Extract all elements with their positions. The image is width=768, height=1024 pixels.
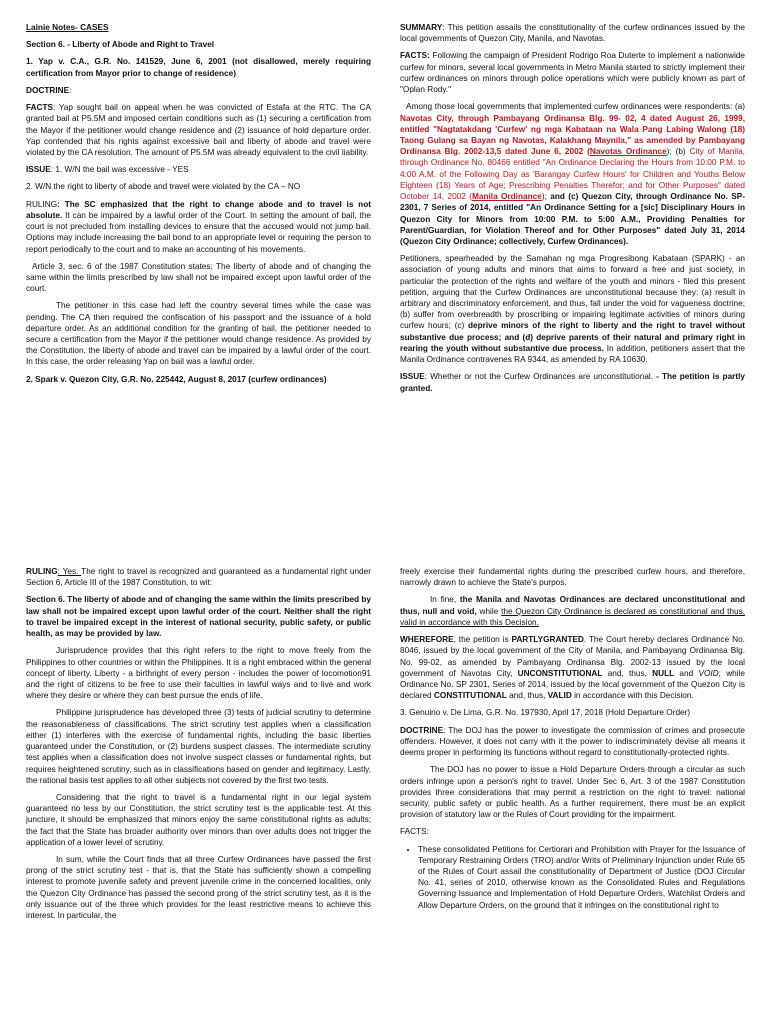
summary-label: SUMMARY xyxy=(400,23,443,32)
column-4 xyxy=(400,566,745,911)
scrutiny-paragraph: Philippine jurisprudence has developed three (3) tests of judicial scrutiny to determine the reasonableness of classifications. The strict scrutiny test applies when a classification either (1) interferes with the exercise of fundamental rights, including the basic liberties guaranteed under the Constitution, or (2) burdens suspect classes. The intermediate scrutiny test applies when a classification does not involve suspect classes or fundamental rights, but requires heightened scrutiny, such as in classifications based on gender and legitimacy. Lastly, the rational basis test applies to all other subjects not covered by the first two tests. xyxy=(26,708,371,785)
ruling-paragraph: RULING: Yes. The right to travel is recognized and guaranteed as a fundamental right under Section 6, Article III of the 1987 Constitution, to wit: xyxy=(26,567,371,588)
facts-paragraph: FACTS: Yap sought bail on appeal when he was convicted of Estafa at the RTC. The CA granted bail at P5.5M and imposed certain conditions such as (1) securing a certification from the Mayor if the petitioner would change residence and (2) issuance of hold departure order. Yap contended that his rights against excessive bail and liberty of abode and travel were violated by the CA resolution. The amount of P5.5M was already equivalent to the civil liability. xyxy=(26,103,371,157)
column-3 xyxy=(26,566,371,927)
column-2 xyxy=(400,22,745,400)
considering-paragraph: Considering that the right to travel is a fundamental right in our legal system guaranteed no less by our Constitution, the strict scrutiny test is the applicable test. At this juncture, it should be emphasized that minors enjoy the same constitutional rights as adults; the fact that the State has broader authority over minors than over adults does not trigger the application of a lower level of scrutiny. xyxy=(26,792,371,847)
wherefore-paragraph: WHEREFORE, the petition is PARTLYGRANTED. The Court hereby declares Ordinance No. 8046, issued by the local government of the City of Manila, and Pambayang Ordinansa Blg. No. 99-02, as amended by Pambayang Ordinansa Blg. 2002-13 issued by the local government of Navotas City, UNCONSTITUTIONAL and, thus, NULL and VOID; while Ordinance No. SP 2301, Series of 2014, issued by the local government of the Quezon City is declared CONSTITUTIONAL and, thus, VALID in accordance with this Decision. xyxy=(400,635,745,701)
doctrine-paragraph: DOCTRINE: The DOJ has the power to investigate the commission of crimes and prosecute offenders. However, it does not carry with it the power to indiscriminately devise all means it deems proper in performing its functions without regard to constitutionally-protected rights. xyxy=(400,725,745,758)
case-3-title: 3. Genuino v. De Lima, G.R. No. 197930, April 17, 2018 (Hold Departure Order) xyxy=(400,708,691,718)
notes-header: Lainie Notes- CASES xyxy=(26,23,109,32)
issue-paragraph: ISSUE: Whether or not the Curfew Ordinances are unconstitutional. - The petition is partly granted. xyxy=(400,372,745,393)
section-title: Section 6. - Liberty of Abode and Right to Travel xyxy=(26,40,215,50)
facts-label: FACTS: xyxy=(400,51,430,61)
in-sum-paragraph: In sum, while the Court finds that all three Curfew Ordinances have passed the first prong of the strict scrutiny test - that is, that the State has sufficiently shown a compelling interest to promote juvenile safety and prevent juvenile crime in the concerned localities, only the Quezon City Ordinance has passed the second prong of the strict scrutiny test, as it is the only issuance out of the three which provides for the least restrictive means to achieve this interest. In particular, the xyxy=(26,855,371,921)
petitioners-paragraph: Petitioners, spearheaded by the Samahan ng mga Progresibong Kabataan (SPARK) - an association of young adults and minors that aims to forward a free and just society, in particular the protection of the rights and welfare of the youth and minors - filed this present petition, arguing that the Curfew Ordinances are unconstitutional because they: (a) result in arbitrary and discriminatory enforcement, and thus, fall under the void for vagueness doctrine; (b) suffer from overbreadth by proscribing or impairing legitimate activities of minors during curfew hours; (c) deprive minors of the right to liberty and the right to travel without substantive due process; and (d) deprive parents of their natural and primary right in rearing the youth without substantive due process. In addition, petitioners assert that the Manila Ordinance contravenes RA 9344, as amended by RA 10630. xyxy=(400,254,745,365)
facts-label: FACTS xyxy=(26,103,54,113)
case-1-title: 1. Yap v. C.A., G.R. No. 141529, June 6, 2001 (not disallowed, merely requiring certification from Mayor prior to change of residence) xyxy=(26,57,371,78)
wherefore-label: WHEREFORE xyxy=(400,635,454,645)
list-item: • These consolidated Petitions for Certiorari and Prohibition with Prayer for the Issuance of Temporary Restraining Orders (TRO) and/or Writs of Preliminary Injunction under Rule 65 of the Rules of Court assail the constitutionality of Department of Justice (DOJ Circular No. 41, series of 2010, otherwise known as the Consolidated Rules and Regulations Governing Issuance and Implementation of Hold Departure Orders, Watchlist Orders and Allow Departure Orders, on the ground that it infringes on the constitutional right to xyxy=(418,844,745,911)
issue-2: 2. W/N the right to liberty of abode and travel were violated by the CA – NO xyxy=(26,182,301,192)
facts-label: FACTS: xyxy=(400,827,429,837)
section-6-quote: Section 6. The liberty of abode and of changing the same within the limits prescribed by law shall not be impaired except upon lawful order of the court. Neither shall the right to travel be impaired except in the interest of national security, public safety, or public health, as may be provided by law. xyxy=(26,595,371,639)
issue-label: ISSUE xyxy=(26,165,51,175)
facts-paragraph: FACTS: Following the campaign of President Rodrigo Roa Duterte to implement a nationwide curfew for minors, several local governments in Metro Manila started to strictly implement their curfew ordinances on minors through police operations which were publicly known as part of "Oplan Rody." xyxy=(400,51,745,95)
case-2-title: 2. Spark v. Quezon City, G.R. No. 225442, August 8, 2017 (curfew ordinances) xyxy=(26,374,327,384)
petitioner-paragraph: The petitioner in this case had left the country several times while the case was pending. The CA then required the confiscation of his passport and the issuance of a hold departure order. As an additional condition for the granting of bail, the petitioner needed to secure a certification from the Mayor if the petitioner would change residence. As provided by the Constitution, the liberty of abode and travel can be impaired by a lawful order of the court. In this case, the order releasing Yap on bail was a lawful order. xyxy=(26,301,371,367)
ruling-label: RULING xyxy=(26,199,58,209)
column-1 xyxy=(26,22,371,391)
manila-ordinance-text: City of Manila, through Ordinance No. 80466 entitled "An Ordinance Declaring the Hours from 10:00 P.M. to 4:00 A.M. of the Following Day as 'Barangay Curfew Hours' for Children and Youths Below Eighteen (18) Years of Age; Prescribing Penalties Therefor; and for Other Purposes" dated October 14, 2002 ( xyxy=(400,147,745,202)
summary-paragraph: SUMMARY: This petition assails the constitutionality of the curfew ordinances issued by the local governments of Quezon City, Manila, and Navotas. xyxy=(400,23,745,44)
issue-label: ISSUE xyxy=(400,372,425,382)
navotas-ordinance-text: Navotas City, through Pambayang Ordinansa Blg. 99- 02, 4 dated August 26, 1999, entitled "Nagtatakdang 'Curfew' ng mga Kabataan na Wala Pang Labing Walong (18) Taong Gulang sa Bayan ng Navotas, Kalakhang Maynila," as amended by Pambayang Ordinansa Blg. 2002-13,5 dated June 6, 2002 ( xyxy=(400,113,745,157)
continuation-paragraph: freely exercise their fundamental rights during the prescribed curfew hours, and therefore, narrowly drawn to achieve the State's purpos. xyxy=(400,567,745,588)
ruling-paragraph: RULING: The SC emphasized that the right to change abode and to travel is not absolute. It can be impaired by a lawful order of the Court. In setting the amount of bail, the court is not precluded from installing devices to ensure that the accused would not jump bail. Options may include increasing the bail bond to an appropriate level or requiring the person to report periodically to the court and to make an accounting of his movements. xyxy=(26,199,371,254)
in-fine-paragraph: In fine, the Manila and Navotas Ordinances are declared unconstitutional and thus, null and void, while the Quezon City Ordinance is declared as constitutional and thus, valid in accordance with this Decision. xyxy=(400,595,746,627)
doctrine-label: DOCTRINE xyxy=(26,85,70,95)
article-3-paragraph: Article 3, sec. 6 of the 1987 Constitution states: The liberty of abode and of changing the same within the limits prescribed by law shall not be impaired except upon lawful order of the court. xyxy=(26,261,371,294)
doj-paragraph: The DOJ has no power to issue a Hold Departure Orders through a circular as such orders infringe upon a person's right to travel. Under Sec 6, Art. 3 of the 1987 Constitution provides three considerations that may permit a restriction on the right to travel: national security, public safety or public health. As a further requirement, there must be an explicit provision of statutory law or the Rules of Court providing for the impairment. xyxy=(400,765,745,820)
qc-ordinance-text: and (c) Quezon City, through Ordinance No. SP- 2301, 7 Series of 2014, entitled "An Ordinance Setting for a [sic] Disciplinary Hours in Quezon City for Minors from 10:00 P.M. to 5:00 A.M., Providing Penalties for Parent/Guardian, for Violation Thereof and for Other Purposes" dated July 31, 2014 (Quezon City Ordinance; collectively, Curfew Ordinances). xyxy=(400,192,745,246)
doctrine-line: DOCTRINE: xyxy=(26,85,72,95)
ruling-label: RULING xyxy=(26,567,58,576)
jurisprudence-paragraph: Jurisprudence provides that this right refers to the right to move freely from the Philippines to other countries or within the Philippines. It is a right embraced within the general concept of liberty. Liberty - a birthright of every person - includes the power of locomotion91 and the right of citizens to be free to use their faculties in lawful ways and to live and work where they desire or where they can best pursue the ends of life. xyxy=(26,646,371,701)
facts-list xyxy=(400,844,745,911)
issue-1: ISSUE: 1. W/N the bail was excessive - YES xyxy=(26,165,189,175)
doctrine-label: DOCTRINE xyxy=(400,725,444,735)
respondents-paragraph: Among those local governments that implemented curfew ordinances were respondents: (a) Navotas City, through Pambayang Ordinansa Blg. 99- 02, 4 dated August 26, 1999, entitled "Nagtatakdang 'Curfew' ng mga Kabataan na Wala Pang Labing Walong (18) Taong Gulang sa Bayan ng Navotas, Kalakhang Maynila," as amended by Pambayang Ordinansa Blg. 2002-13,5 dated June 6, 2002 (Navotas Ordinance); (b) City of Manila, through Ordinance No. 80466 entitled "An Ordinance Declaring the Hours from 10:00 P.M. to 4:00 A.M. of the Following Day as 'Barangay Curfew Hours' for Children and Youths Below Eighteen (18) Years of Age; Prescribing Penalties Therefor; and for Other Purposes" dated October 14, 2002 (Manila Ordinance); and (c) Quezon City, through Ordinance No. SP- 2301, 7 Series of 2014, entitled "An Ordinance Setting for a [sic] Disciplinary Hours in Quezon City for Minors from 10:00 P.M. to 5:00 A.M., Providing Penalties for Parent/Guardian, for Violation Thereof and for Other Purposes" dated July 31, 2014 (Quezon City Ordinance; collectively, Curfew Ordinances). xyxy=(400,102,745,246)
